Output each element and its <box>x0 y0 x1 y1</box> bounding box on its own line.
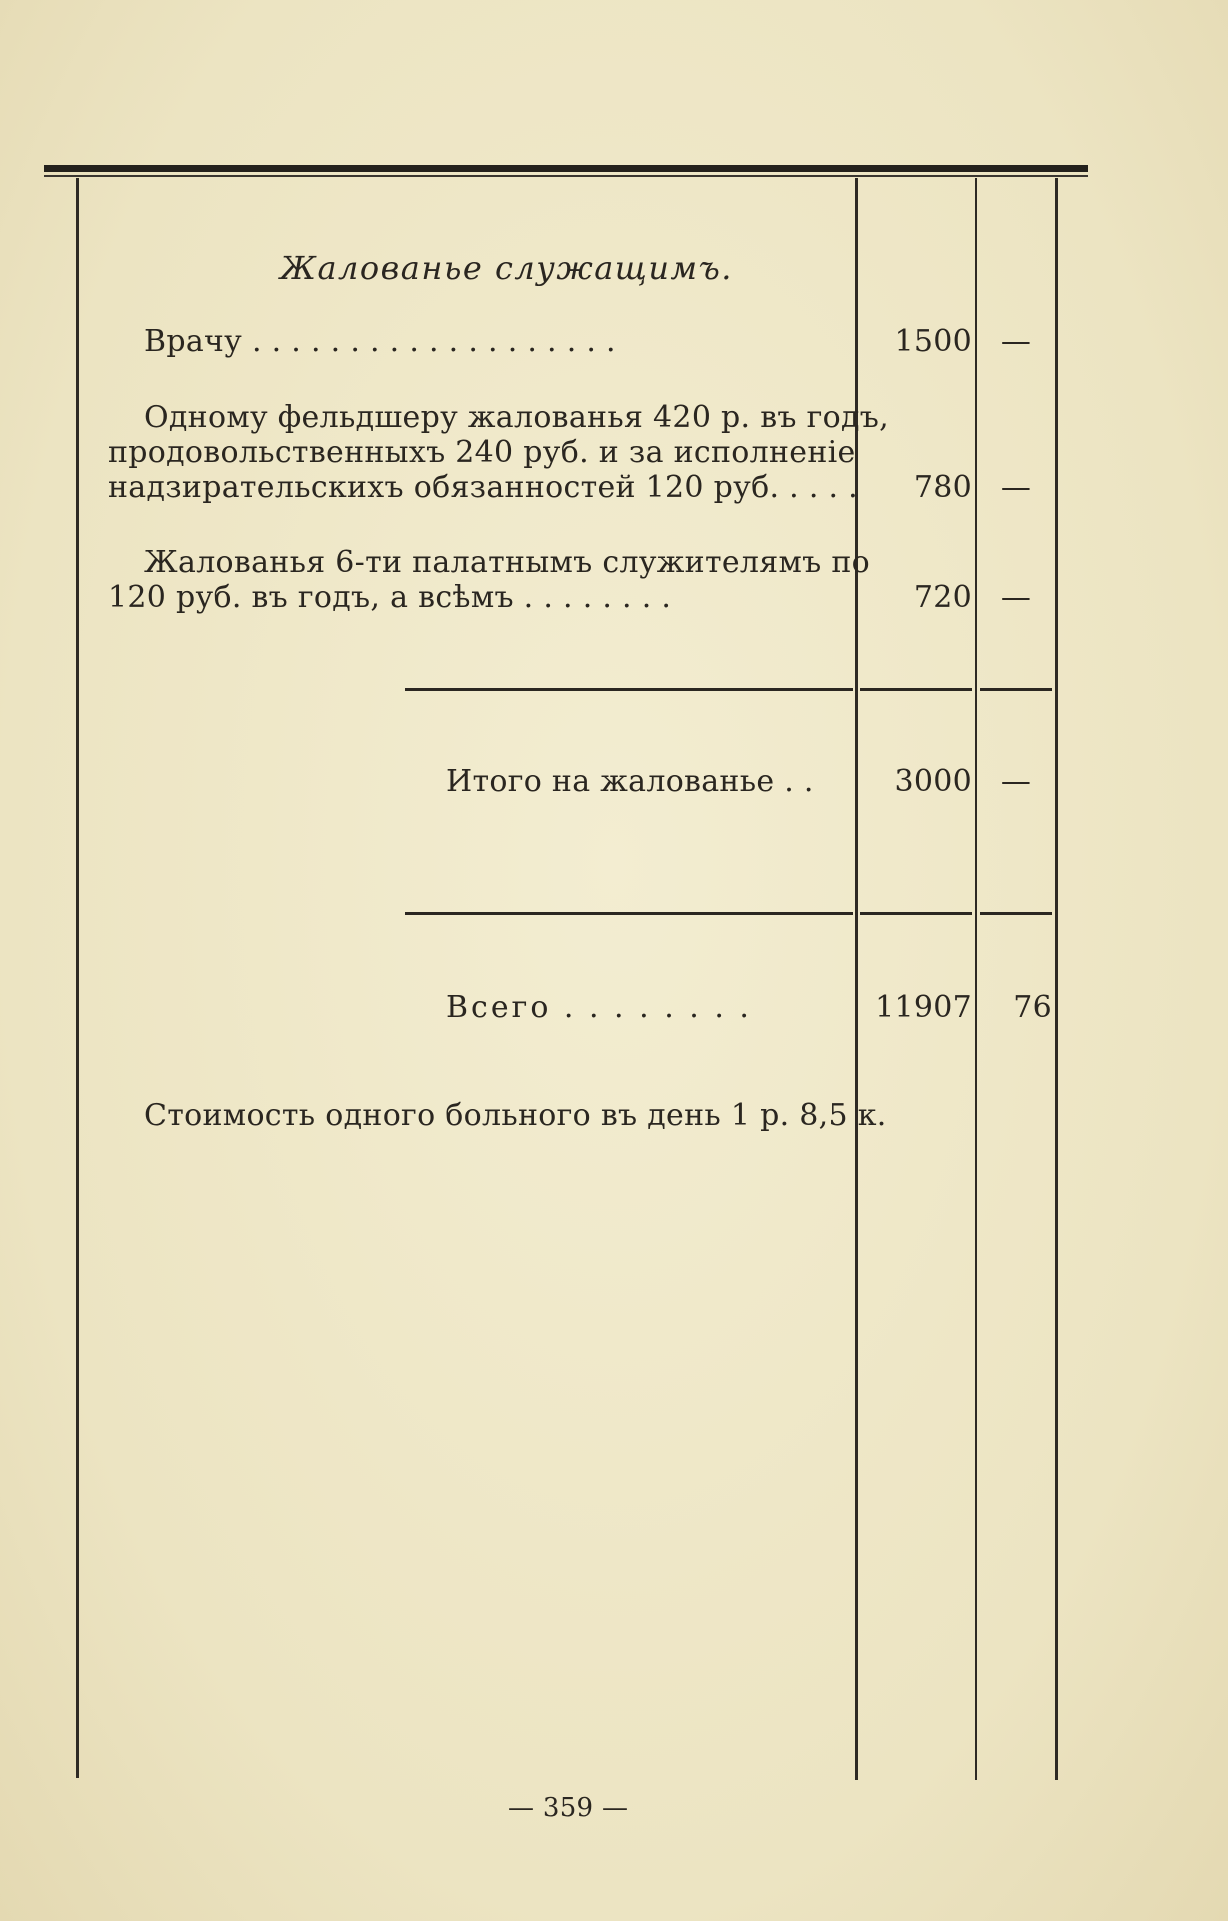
total-rule-kopecks <box>980 912 1052 915</box>
subtotal-rule-kopecks <box>980 688 1052 691</box>
total-kopecks: 76 <box>1013 990 1052 1025</box>
cost-per-patient-note: Стоимость одного больного въ день 1 р. 8,5 к. <box>144 1098 887 1133</box>
total-rubles: 11907 <box>875 990 972 1025</box>
subtotal-kopecks: — <box>1000 764 1032 799</box>
left-border <box>76 178 79 1778</box>
subtotal-label: Итого на жалованье . . <box>446 764 814 799</box>
total-rule-text <box>405 912 853 915</box>
row-feldsher-kopecks: — <box>1000 470 1032 505</box>
subtotal-rule-rubles <box>860 688 972 691</box>
row-attendants-kopecks: — <box>1000 580 1032 615</box>
row-feldsher-line-3: надзирательскихъ обязанностей 120 руб. . . . . <box>108 470 859 505</box>
page-number: — 359 — <box>508 1793 629 1823</box>
row-feldsher-line-2: продовольственныхъ 240 руб. и за исполненіе <box>108 435 856 470</box>
row-attendants-line-2: 120 руб. въ годъ, а всѣмъ . . . . . . . . <box>108 580 672 615</box>
row-feldsher-line-1: Одному фельдшеру жалованья 420 р. въ годъ, <box>144 400 890 435</box>
total-rule-rubles <box>860 912 972 915</box>
row-doctor-line-1: Врачу . . . . . . . . . . . . . . . . . . . <box>144 324 616 359</box>
top-rule <box>44 165 1088 172</box>
row-attendants-rubles: 720 <box>913 580 972 615</box>
row-attendants-line-1: Жалованья 6-ти палатнымъ служителямъ по <box>144 545 871 580</box>
total-label: Всего . . . . . . . . <box>446 990 752 1025</box>
subtotal-rubles: 3000 <box>894 764 972 799</box>
section-heading: Жалованье служащимъ. <box>280 249 733 287</box>
top-rule-secondary <box>44 175 1088 177</box>
right-border <box>1055 178 1058 1780</box>
subtotal-rule-text <box>405 688 853 691</box>
kopecks-column-left-border <box>975 178 977 1780</box>
row-feldsher-rubles: 780 <box>913 470 972 505</box>
row-doctor-rubles: 1500 <box>894 324 972 359</box>
row-doctor-kopecks: — <box>1000 324 1032 359</box>
